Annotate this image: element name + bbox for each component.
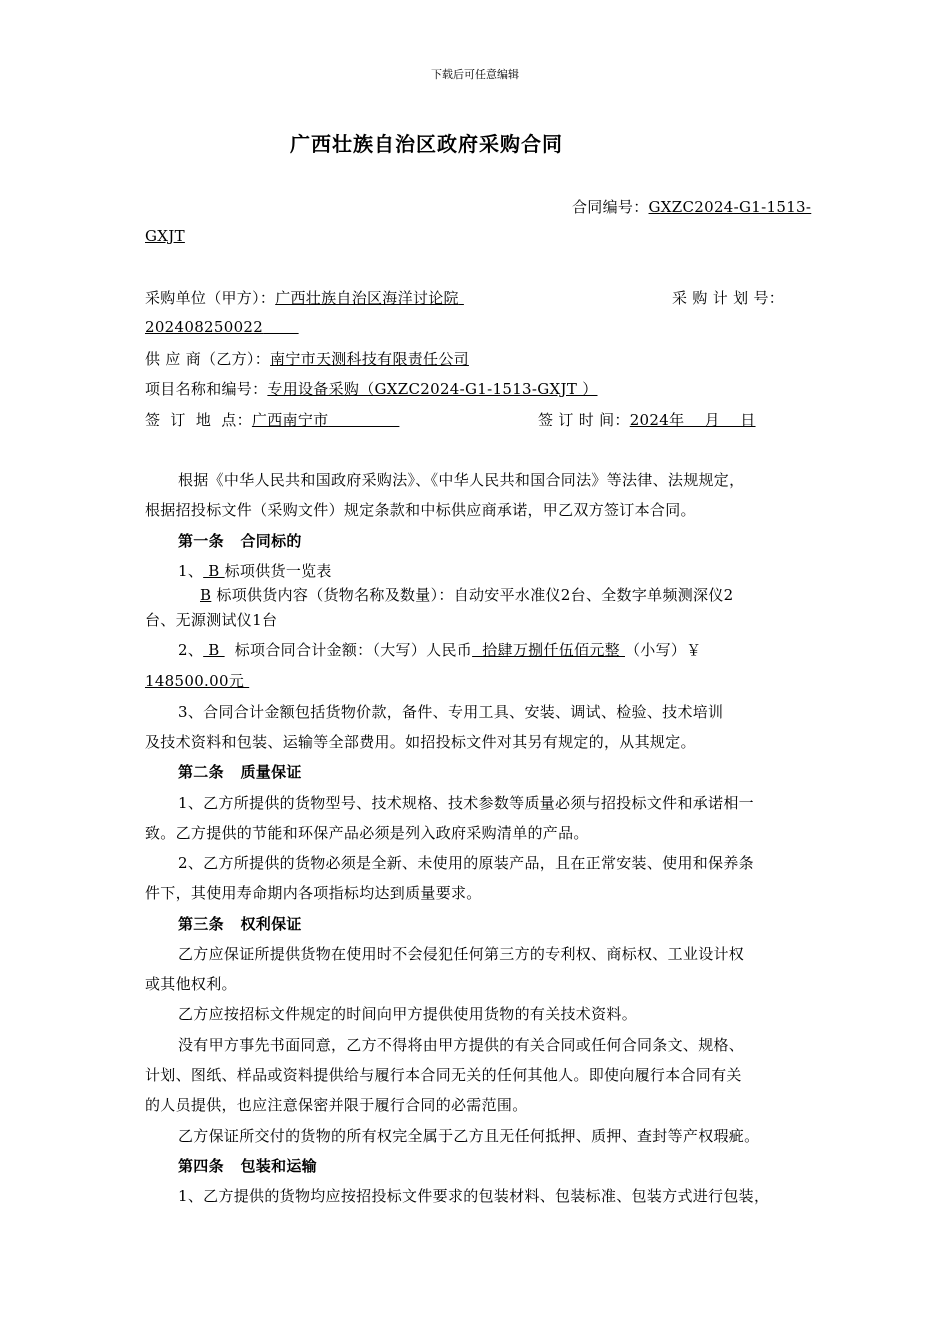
contract-number-label: 合同编号： (572, 198, 649, 216)
intro-paragraph-line-1: 根据《中华人民共和国政府采购法》、《中华人民共和国合同法》等法律、法规规定， (178, 471, 745, 489)
project-label: 项目名称和编号： (145, 380, 268, 398)
item-number: 1、 (178, 562, 204, 580)
article-3-para-2: 乙方应按招标文件规定的时间向甲方提供使用货物的有关技术资料。 (178, 1005, 638, 1023)
plan-number-label: 采 购 计 划 号： (672, 289, 785, 307)
article-2-item-1-line-2: 致。乙方提供的节能和环保产品必须是列入政府采购清单的产品。 (145, 824, 589, 842)
item-number: 2、 (178, 641, 204, 659)
article-3-para-3-line-1: 没有甲方事先书面同意，乙方不得将由甲方提供的有关合同或任何合同条文、规格、 (178, 1036, 745, 1054)
article-1-amount-line (178, 639, 702, 660)
purchaser-label: 采购单位（甲方）： (145, 289, 276, 307)
purchaser-line (145, 287, 464, 308)
article-3-para-1-line-2: 或其他权利。 (145, 975, 237, 993)
supplier-label: 供 应 商（乙方）： (145, 350, 271, 368)
supplier-line (145, 348, 469, 369)
document-title: 广西壮族自治区政府采购合同 (290, 132, 563, 156)
contract-number-value: GXZC2024-G1-1513- (648, 198, 812, 216)
article-4-title: 第四条 包装和运输 (178, 1157, 317, 1175)
article-3-para-1-line-1: 乙方应保证所提供货物在使用时不会侵犯任何第三方的专利权、商标权、工业设计权 (178, 945, 745, 963)
article-3-title: 第三条 权利保证 (178, 915, 302, 933)
article-1-item-1 (178, 560, 332, 581)
article-1-item-3-line-2: 及技术资料和包装、运输等全部费用。如招投标文件对其另有规定的，从其规定。 (145, 733, 696, 751)
purchaser-value: 广西壮族自治区海洋讨论院 (275, 289, 459, 307)
article-3-para-4: 乙方保证所交付的货物的所有权完全属于乙方且无任何抵押、质押、查封等产权瑕疵。 (178, 1127, 760, 1145)
amount-small-label: （小写）￥ (624, 641, 702, 659)
signing-place-value: 广西南宁市 (251, 411, 329, 429)
article-2-item-1-line-1: 1、乙方所提供的货物型号、技术规格、技术参数等质量必须与招投标文件和承诺相一 (178, 794, 754, 812)
contract-number-value-cont: GXJT (145, 227, 185, 245)
lot-letter: B (203, 641, 225, 659)
contract-number-line (572, 196, 811, 217)
signing-time-value: 2024年 月 日 (629, 411, 756, 429)
amount-in-figures: 148500.00元 (145, 672, 250, 690)
article-4-item-1-line-1: 1、乙方提供的货物均应按招投标文件要求的包装材料、包装标准、包装方式进行包装， (178, 1187, 770, 1205)
article-3-para-3-line-2: 计划、图纸、样品或资料提供给与履行本合同无关的任何其他人。即使向履行本合同有关 (145, 1066, 742, 1084)
plan-number-value: 202408250022 (145, 318, 264, 336)
signing-place-line (145, 409, 399, 430)
article-1-title: 第一条 合同标的 (178, 532, 302, 550)
signing-place-label: 签 订 地 点： (145, 411, 252, 429)
article-2-item-2-line-2: 件下，其使用寿命期内各项指标均达到质量要求。 (145, 884, 482, 902)
lot-letter: B (200, 586, 212, 604)
signing-time-label: 签 订 时 间： (538, 411, 630, 429)
supplier-value: 南宁市天测科技有限责任公司 (270, 350, 469, 368)
article-1-supply-line (200, 584, 734, 605)
lot-letter: B (203, 562, 225, 580)
plan-number-line (145, 318, 299, 336)
supply-text: 标项供货内容（货物名称及数量）：自动安平水准仪2台、全数字单频测深仪2 (211, 586, 734, 604)
article-2-item-2-line-1: 2、乙方所提供的货物必须是全新、未使用的原装产品，且在正常安装、使用和保养条 (178, 854, 754, 872)
article-3-para-3-line-3: 的人员提供，也应注意保密并限于履行合同的必需范围。 (145, 1096, 528, 1114)
item-text: 标项供货一览表 (224, 562, 332, 580)
intro-paragraph-line-2: 根据招投标文件（采购文件）规定条款和中标供应商承诺，甲乙双方签订本合同。 (145, 501, 696, 519)
project-value: 专用设备采购（GXZC2024-G1-1513-GXJT ） (267, 380, 598, 398)
amount-label: 标项合同合计金额：（大写）人民币 (224, 641, 473, 659)
amount-in-words: 拾肆万捌仟伍佰元整 (472, 641, 625, 659)
signing-time-line (538, 409, 756, 430)
article-2-title: 第二条 质量保证 (178, 763, 302, 781)
article-1-item-3-line-1: 3、合同合计金额包括货物价款，备件、专用工具、安装、调试、检验、技术培训 (178, 703, 724, 721)
project-line (145, 378, 598, 399)
page-header: 下载后可任意编辑 (431, 68, 519, 81)
article-1-supply-cont: 台、无源测试仪1台 (145, 611, 278, 629)
